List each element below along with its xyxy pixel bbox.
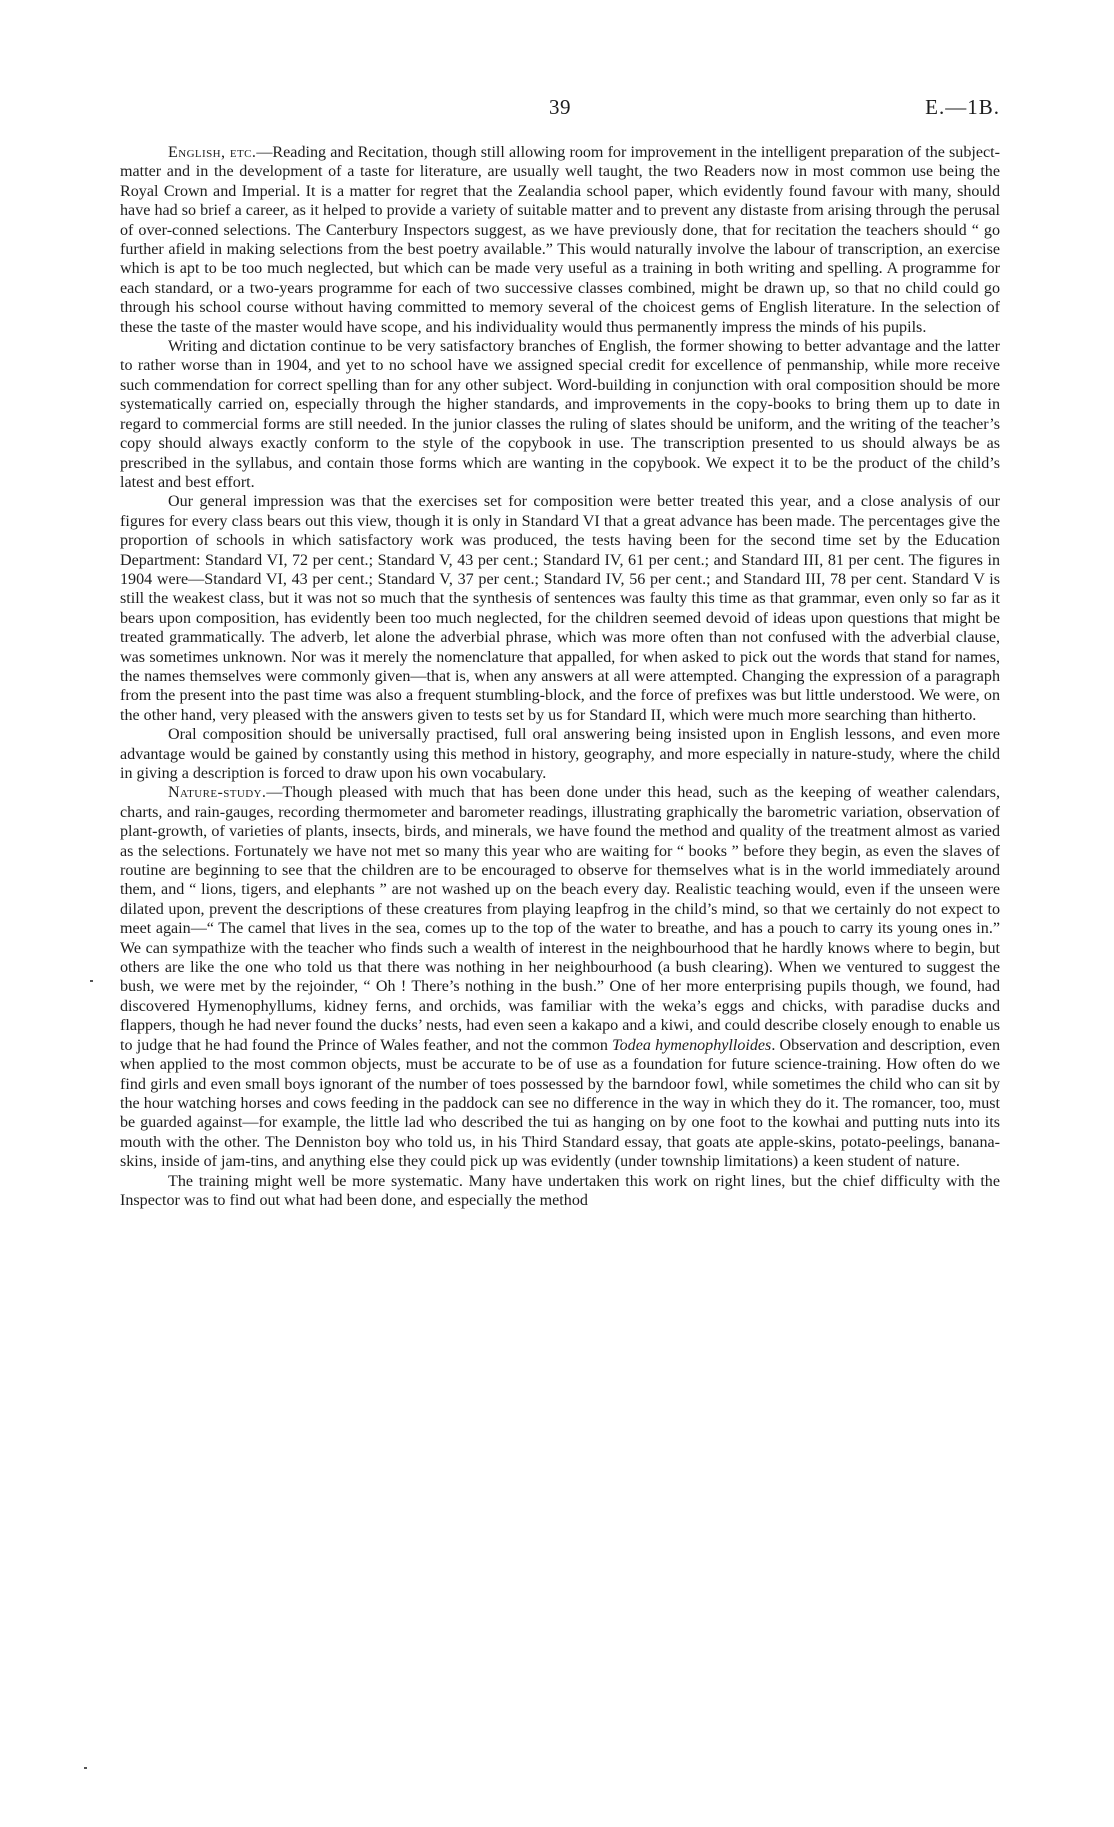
heading-dash: — [266,784,283,802]
paragraph-text: Though pleased with much that has been done under this head, such as the keeping of weather calendars, charts, and rain-gauges, recording thermometer and barometer readings, illustrating graphically the barometric variation, observation of plant-growth, of varieties of plants, insects, birds, and minerals, we have found the method and quality of the treatment almost as varied as the selections. Fortunately we have not met so many this year who are waiting for “ books ” before they begin, as even the slaves of routine are beginning to see that the children are to be encouraged to observe for themselves what is in the world immediately around them, and “ lions, tigers, and elephants ” are not washed up on the beach every day. Realistic teaching would, even if the unseen were dilated upon, prevent the descriptions of these creatures from playing leapfrog in the child’s mind, so that we certainly do not expect to meet again—“ The camel that lives in the sea, comes up to the top of the water to breathe, and has a pouch to carry its young ones in.” We can sympathize with the teacher who finds such a wealth of interest in the neighbourhood that he hardly knows where to begin, but others are like the one who told us that there was nothing in her neighbourhood (a bush clearing). When we ventured to suggest the bush, we were met by the rejoinder, “ Oh ! There’s nothing in the bush.” One of her more enterprising pupils though, we found, had discovered Hymenophyllums, kidney ferns, and orchids, was familiar with the weka’s eggs and chicks, with paradise ducks and flappers, though he had never found the ducks’ nests, had even seen a kakapo and a kiwi, and could describe closely enough to enable us to judge that he had found the Prince of Wales feather, and not the common [120,784,1000,1054]
document-page [120,95,1000,1210]
paragraph-composition [120,492,1000,725]
section-heading-nature-study: Nature-study. [168,784,267,802]
body-text [120,143,1000,1210]
page-header [120,95,1000,135]
page-number: 39 [549,95,571,119]
heading-dash: — [256,144,273,161]
paragraph-text: Reading and Recitation, though still allowing room for improvement in the intelligent preparation of the subject-matter and in the development of a taste for literature, are usually well taught, the two Readers now in most common use being the Royal Crown and Imperial. It is a matter for regret that the Zealandia school paper, which evidently found favour with many, should have had so brief a career, as it helped to provide a variety of suitable matter and to prevent any distaste from arising through the perusal of over-conned selections. The Canterbury Inspectors suggest, as we have previously done, that for recitation the teachers should “ go further afield in making selections from the best poetry available.” This would naturally involve the labour of transcription, an exercise which is apt to be too much neglected, but which can be made very useful as a training in both writing and spelling. A programme for each standard, or a two-years programme for each of two successive classes combined, might be drawn up, so that no child could go through his school course without having committed to memory several of the choicest gems of English literature. In the selection of these the taste of the master would have scope, and his individuality would thus permanently impress the minds of his pupils. [120,144,1000,336]
paragraph-english [120,143,1000,337]
paragraph-text: The training might well be more systematic. Many have undertaken this work on right lines, but the chief difficulty with the Inspector was to find out what had been done, and especially the method [120,1172,1000,1209]
report-code-prefix: E.—1 [925,95,979,119]
paragraph-writing-dictation [120,337,1000,492]
margin-speck [84,1767,87,1769]
paragraph-oral-composition [120,725,1000,783]
paragraph-nature-study [120,783,1000,1171]
species-name: Todea hymenophylloides [612,1036,772,1054]
margin-speck [90,980,93,982]
report-code [925,95,1000,120]
report-code-suffix: B. [978,95,1000,119]
paragraph-text: Writing and dictation continue to be very satisfactory branches of English, the former showing to better advantage and the latter to rather worse than in 1904, and yet to no school have we assigned special credit for excellence of penmanship, while more receive such commendation for correct spelling than for any other subject. Word-building in conjunction with oral composition should be more systematically carried on, especially through the higher standards, and improvements in the copy-books to bring them up to date in regard to commercial forms are still needed. In the junior classes the ruling of slates should be uniform, and the writing of the teacher’s copy should always exactly conform to the style of the copybook in use. The transcription presented to us should always be as prescribed in the syllabus, and contain those forms which are wanting in the copybook. We expect it to be the product of the child’s latest and best effort. [120,338,1000,491]
paragraph-text-continued: . Observation and description, even when applied to the most common objects, must be accurate to be of use as a foundation for future science-training. How often do we find girls and even small boys ignorant of the number of toes possessed by the barndoor fowl, while sometimes the child who can sit by the hour watching horses and cows feeding in the paddock can see no difference in the way in which they do it. The romancer, too, must be guarded against—for example, the little lad who described the tui as hanging on by one foot to the kowhai and putting nuts into its mouth with the other. The Denniston boy who told us, in his Third Standard essay, that goats ate apple-skins, potato-peelings, banana-skins, inside of jam-tins, and anything else they could pick up was evidently (under township limitations) a keen student of nature. [120,1036,1000,1171]
paragraph-training [120,1172,1000,1211]
section-heading-english: English, etc. [168,144,257,161]
paragraph-text: Our general impression was that the exercises set for composition were better treated this year, and a close analysis of our figures for every class bears out this view, though it is only in Standard VI that a great advance has been made. The percentages give the proportion of schools in which satisfactory work was produced, the tests having been for the second time set by the Education Department: Standard VI, 72 per cent.; Standard V, 43 per cent.; Standard IV, 61 per cent.; and Standard III, 81 per cent. The figures in 1904 were—Standard VI, 43 per cent.; Standard V, 37 per cent.; Standard IV, 56 per cent.; and Standard III, 78 per cent. Standard V is still the weakest class, but it was not so much that the synthesis of sentences was faulty this time as that grammar, even only so far as it bears upon composition, has evidently been too much neglected, for the children seemed devoid of ideas upon questions that might be treated grammatically. The adverb, let alone the adverbial phrase, which was more often than not confused with the adverbial clause, was sometimes unknown. Nor was it merely the nomenclature that appalled, for when asked to pick out the words that stand for names, the names themselves were commonly given—that is, when any answers at all were attempted. Changing the expression of a paragraph from the present into the past time was also a frequent stumbling-block, and the force of prefixes was but little understood. We were, on the other hand, very pleased with the answers given to tests set by us for Standard II, which were much more searching than hitherto. [120,493,1000,724]
paragraph-text: Oral composition should be universally practised, full oral answering being insisted upon in English lessons, and even more advantage would be gained by constantly using this method in history, geography, and more especially in nature-study, where the child in giving a description is forced to draw upon his own vocabulary. [120,726,1000,782]
